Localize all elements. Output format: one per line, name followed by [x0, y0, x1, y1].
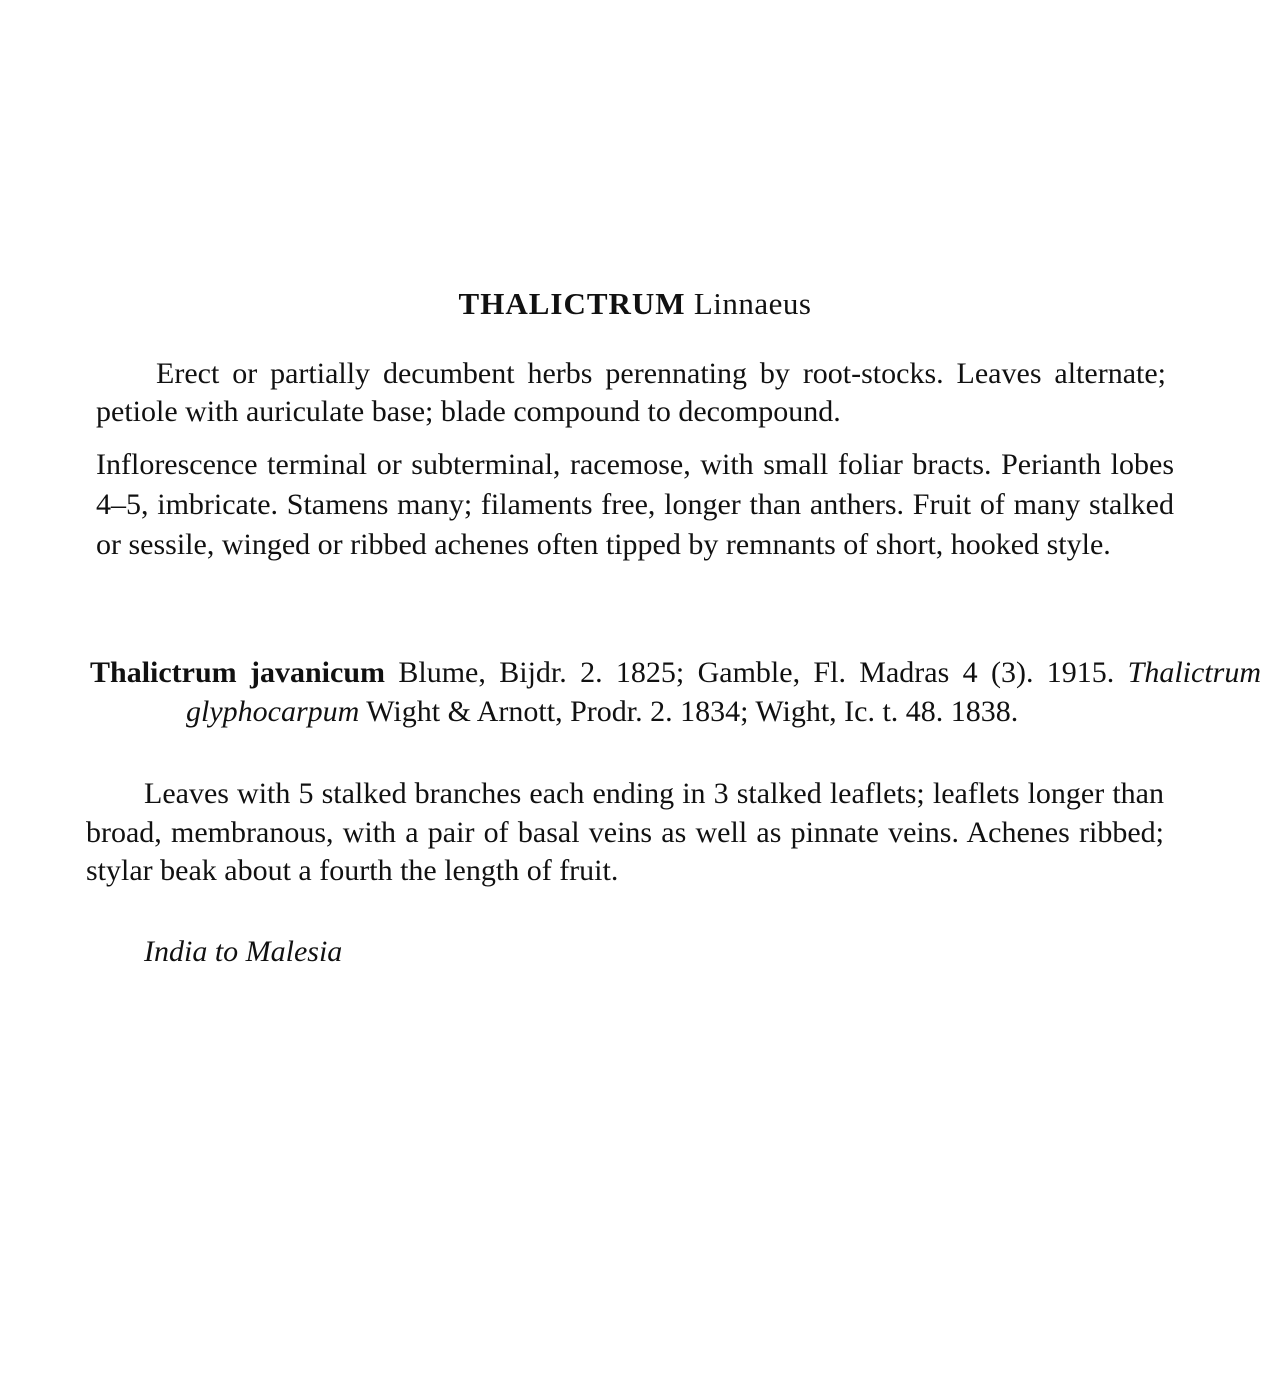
species-distribution: India to Malesia — [144, 935, 343, 968]
species-entry — [90, 654, 1261, 731]
species-name: Thalictrum javanicum — [90, 656, 386, 689]
genus-heading — [0, 284, 1270, 324]
species-description: Leaves with 5 stalked branches each ending in 3 stalked leaflets; leaflets longer than broad, membranous, with a pair of basal veins as well as pinnate veins. Achenes ribbed; stylar beak about a fourth the length of fruit. — [86, 777, 1164, 887]
genus-author: Linnaeus — [693, 286, 812, 321]
synonym-citation: Wight & Arnott, Prodr. 2. 1834; Wight, Ic. t. 48. 1838. — [366, 694, 1019, 728]
genus-description-flowers: Inflorescence terminal or subterminal, racemose, with small foliar bracts. Perianth lobes 4–5, imbricate. Stamens many; filaments free, longer than anthers. Fruit of many stalked or sessile, winged or ribbed achenes often tipped by remnants of short, hooked style. — [96, 448, 1174, 561]
species-citation: Blume, Bijdr. 2. 1825; Gamble, Fl. Madras 4 (3). 1915. — [398, 656, 1115, 689]
synonym-name: Thalictrum glyphocarpum — [186, 656, 1262, 728]
genus-description-leaves: Erect or partially decumbent herbs perennating by root-stocks. Leaves alternate; petiole with auriculate base; blade compound to decompound. — [96, 357, 1166, 428]
genus-name: THALICTRUM — [458, 286, 686, 321]
